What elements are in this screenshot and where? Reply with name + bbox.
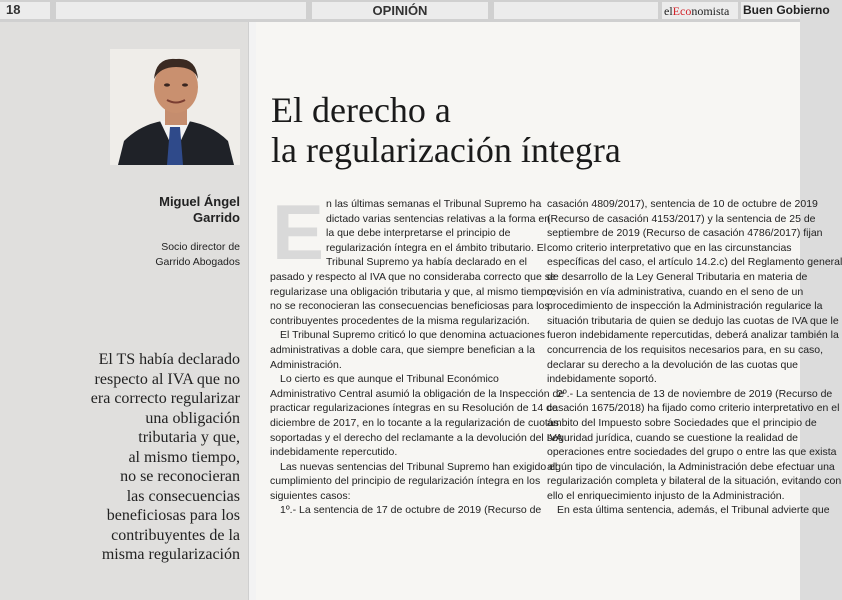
pull-quote: El TS había declarado respecto al IVA que no era correcto regularizar una obligación tributaria y que, al mismo tiempo, no se reconocieran las consecuencias beneficiosas para los contribuyentes de la misma regularización — [90, 351, 240, 563]
section-title: OPINIÓN — [372, 3, 428, 18]
supplement-title: Buen Gobierno — [743, 3, 830, 17]
header-box — [56, 2, 306, 19]
article-column-2: casación 4809/2017), sentencia de 10 de octubre de 2019 (Recurso de casación 4153/2017) y la sentencia de 25 de septiembre de 2019 (Recurso de casación 4786/2017) fijan como criterio interpretativo que en las circunstancias específicas del caso, el artículo 14.2.c) del Reglamento general de desarrollo de la Ley General Tributaria en materia de revisión en vía administrativa, cuando en el seno de un procedimiento de inspección la Administración regularice la situación tributaria de quien se dedujo las cuotas de IVA que le fueron indebidamente repercutidas, deberá analizar también la concurrencia de los requisitos necesarios para, en su caso, declarar su derecho a la devolución de las cuotas que indebidamente soportó. 2º.- La sentencia de 13 de noviembre de 2019 (Recurso de casación 1675/2018) ha fijado como criterio interpretativo en el ámbito del Impuesto sobre Sociedades que el principio de seguridad jurídica, cuando se cuestione la realidad de operaciones entre sociedades del grupo o entre las que exista algún tipo de vinculación, la Administración debe efectuar una regularización completa y bilateral de la situación, evitando con ello el enriquecimiento injusto de la Administración. En esta última sentencia, además, el Tribunal advierte que — [547, 198, 842, 517]
drop-cap: E — [272, 188, 325, 276]
article-headline: El derecho a la regularización íntegra — [271, 90, 621, 170]
author-photo — [110, 49, 240, 165]
newspaper-logo: elEconomista — [664, 4, 730, 18]
author-role: Socio director de Garrido Abogados — [155, 241, 240, 268]
header-box — [494, 2, 658, 19]
page-header — [0, 0, 830, 22]
article-column-1: n las últimas semanas el Tribunal Supremo ha dictado varias sentencias relativas a la forma en la que debe interpretarse el principio de regularización íntegra en el ámbito tributario. El Tribunal Supremo ya había declarado en el pasado y respecto al IVA que no consideraba correcto que se regularizase una obligación tributaria y que, al mismo tiempo, no se reconocieran las consecuencias beneficiosas para los contribuyentes procedentes de la misma regularización. El Tribunal Supremo criticó lo que denomina actuaciones administrativas a doble cara, que siempre benefician a la Administración. Lo cierto es que aunque el Tribunal Económico Administrativo Central asumió la obligación de la Inspección de practicar regularizaciones íntegras en su Resolución de 14 de diciembre de 2017, en lo tocante a la regularización de cuotas soportadas y el derecho del reclamante a la devolución del IVA indebidamente repercutido. Las nuevas sentencias del Tribunal Supremo han exigido el cumplimiento del principio de regularización íntegra en los siguientes casos: 1º.- La sentencia de 17 de octubre de 2019 (Recurso de — [270, 198, 565, 517]
page-number: 18 — [6, 2, 21, 17]
author-name: Miguel Ángel Garrido — [159, 194, 240, 225]
